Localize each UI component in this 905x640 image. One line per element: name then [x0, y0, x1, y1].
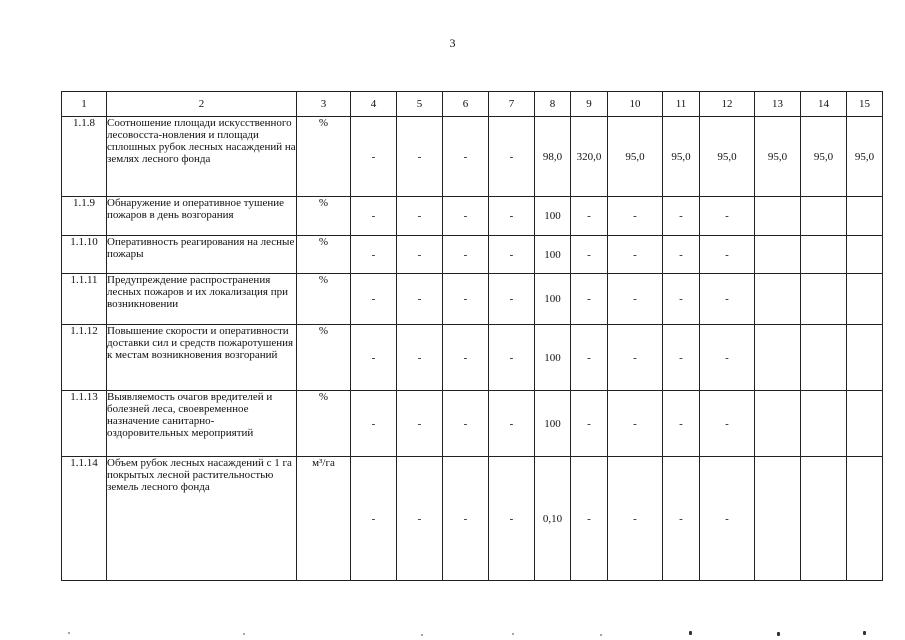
indicator-value: -: [663, 236, 700, 274]
table-header-row: [62, 92, 883, 117]
indicator-value: 95,0: [847, 117, 883, 197]
indicator-value: -: [351, 457, 397, 581]
table-row: [62, 274, 883, 325]
indicator-value: -: [663, 457, 700, 581]
table-row: [62, 236, 883, 274]
indicator-value: 100: [535, 325, 571, 391]
indicator-name: Объем рубок лесных насаждений с 1 га покрытых лесной растительностью земель лесного фонда: [107, 457, 297, 581]
indicator-value: 0,10: [535, 457, 571, 581]
column-header: 8: [535, 92, 571, 117]
indicator-value: 100: [535, 391, 571, 457]
indicator-value: 100: [535, 274, 571, 325]
indicator-value: 95,0: [663, 117, 700, 197]
indicator-unit: м³/га: [297, 457, 351, 581]
column-header: 6: [443, 92, 489, 117]
indicator-value: -: [571, 325, 608, 391]
indicator-unit: %: [297, 391, 351, 457]
indicator-value: -: [351, 197, 397, 236]
indicator-value: -: [663, 274, 700, 325]
page-number: 3: [449, 36, 456, 50]
indicator-value: 95,0: [700, 117, 755, 197]
column-header: 13: [755, 92, 801, 117]
column-header: 3: [297, 92, 351, 117]
indicator-value: -: [571, 197, 608, 236]
indicator-value: -: [397, 117, 443, 197]
indicator-name: Предупреждение распространения лесных пожаров и их локализация при возникновении: [107, 274, 297, 325]
column-header: 4: [351, 92, 397, 117]
indicators-table: [61, 91, 883, 581]
column-header: 11: [663, 92, 700, 117]
indicator-value: [847, 325, 883, 391]
indicator-value: [755, 274, 801, 325]
indicator-value: -: [351, 325, 397, 391]
indicator-value: -: [489, 274, 535, 325]
indicator-value: 100: [535, 236, 571, 274]
indicator-name: Повышение скорости и оперативности доставки сил и средств пожаротушения к местам возникновения возгораний: [107, 325, 297, 391]
column-header: 9: [571, 92, 608, 117]
indicator-value: -: [608, 236, 663, 274]
indicator-code: 1.1.8: [62, 117, 107, 197]
indicator-value: 100: [535, 197, 571, 236]
indicator-value: -: [571, 457, 608, 581]
indicator-value: -: [351, 236, 397, 274]
table-row: [62, 325, 883, 391]
column-header: 1: [62, 92, 107, 117]
indicator-value: -: [571, 236, 608, 274]
column-header: 15: [847, 92, 883, 117]
indicator-unit: %: [297, 325, 351, 391]
indicator-value: -: [663, 325, 700, 391]
indicator-value: -: [397, 391, 443, 457]
indicator-value: -: [663, 197, 700, 236]
indicator-value: -: [397, 236, 443, 274]
indicator-code: 1.1.12: [62, 325, 107, 391]
indicator-value: [801, 236, 847, 274]
indicator-value: [755, 236, 801, 274]
column-header: 7: [489, 92, 535, 117]
indicator-value: -: [489, 325, 535, 391]
indicator-value: -: [443, 197, 489, 236]
indicator-value: -: [397, 274, 443, 325]
indicator-value: -: [443, 236, 489, 274]
indicator-value: [847, 236, 883, 274]
indicator-value: -: [397, 325, 443, 391]
indicator-value: -: [608, 391, 663, 457]
indicator-unit: %: [297, 274, 351, 325]
indicator-unit: %: [297, 117, 351, 197]
table-row: [62, 391, 883, 457]
indicator-value: -: [443, 117, 489, 197]
indicator-value: -: [443, 391, 489, 457]
column-header: 10: [608, 92, 663, 117]
column-header: 5: [397, 92, 443, 117]
indicator-value: -: [700, 274, 755, 325]
indicator-value: -: [700, 325, 755, 391]
indicator-name: Выявляемость очагов вредителей и болезней леса, своевременное назначение санитарно-оздоровительных мероприятий: [107, 391, 297, 457]
indicator-value: -: [443, 457, 489, 581]
indicator-value: -: [700, 457, 755, 581]
table-row: [62, 197, 883, 236]
indicator-value: [847, 274, 883, 325]
indicator-value: -: [489, 457, 535, 581]
indicator-unit: %: [297, 197, 351, 236]
indicator-value: -: [700, 391, 755, 457]
indicator-value: [755, 391, 801, 457]
indicator-value: -: [489, 236, 535, 274]
indicator-name: Оперативность реагирования на лесные пожары: [107, 236, 297, 274]
indicator-value: [801, 457, 847, 581]
indicator-value: 95,0: [755, 117, 801, 197]
table-row: [62, 457, 883, 581]
indicator-name: Соотношение площади искусственного лесовосста-новления и площади сплошных рубок лесных насаждений на землях лесного фонда: [107, 117, 297, 197]
indicator-value: -: [443, 325, 489, 391]
indicator-value: [801, 274, 847, 325]
indicator-value: -: [663, 391, 700, 457]
indicator-value: -: [397, 197, 443, 236]
column-header: 2: [107, 92, 297, 117]
indicator-value: 98,0: [535, 117, 571, 197]
indicator-value: 95,0: [608, 117, 663, 197]
indicator-value: [847, 197, 883, 236]
indicator-code: 1.1.11: [62, 274, 107, 325]
indicator-value: [801, 325, 847, 391]
column-header: 14: [801, 92, 847, 117]
indicator-code: 1.1.9: [62, 197, 107, 236]
indicator-value: -: [700, 197, 755, 236]
indicator-value: -: [571, 274, 608, 325]
table-row: [62, 117, 883, 197]
indicator-value: [801, 391, 847, 457]
indicator-value: [755, 325, 801, 391]
indicator-unit: %: [297, 236, 351, 274]
indicator-value: -: [443, 274, 489, 325]
indicator-value: -: [571, 391, 608, 457]
indicator-code: 1.1.14: [62, 457, 107, 581]
indicator-value: -: [489, 197, 535, 236]
indicator-code: 1.1.10: [62, 236, 107, 274]
indicator-value: -: [608, 325, 663, 391]
indicator-value: -: [351, 117, 397, 197]
indicator-value: -: [608, 274, 663, 325]
indicator-value: 320,0: [571, 117, 608, 197]
indicator-value: 95,0: [801, 117, 847, 197]
column-header: 12: [700, 92, 755, 117]
indicator-value: -: [489, 117, 535, 197]
indicator-value: -: [351, 391, 397, 457]
indicator-value: -: [397, 457, 443, 581]
scan-specks: [0, 630, 905, 640]
indicator-value: [755, 457, 801, 581]
indicator-value: [755, 197, 801, 236]
indicator-value: -: [608, 457, 663, 581]
indicator-value: [801, 197, 847, 236]
indicator-value: -: [700, 236, 755, 274]
indicator-value: -: [608, 197, 663, 236]
indicator-value: -: [489, 391, 535, 457]
indicator-value: [847, 457, 883, 581]
indicator-value: [847, 391, 883, 457]
indicator-value: -: [351, 274, 397, 325]
indicator-code: 1.1.13: [62, 391, 107, 457]
indicator-name: Обнаружение и оперативное тушение пожаров в день возгорания: [107, 197, 297, 236]
